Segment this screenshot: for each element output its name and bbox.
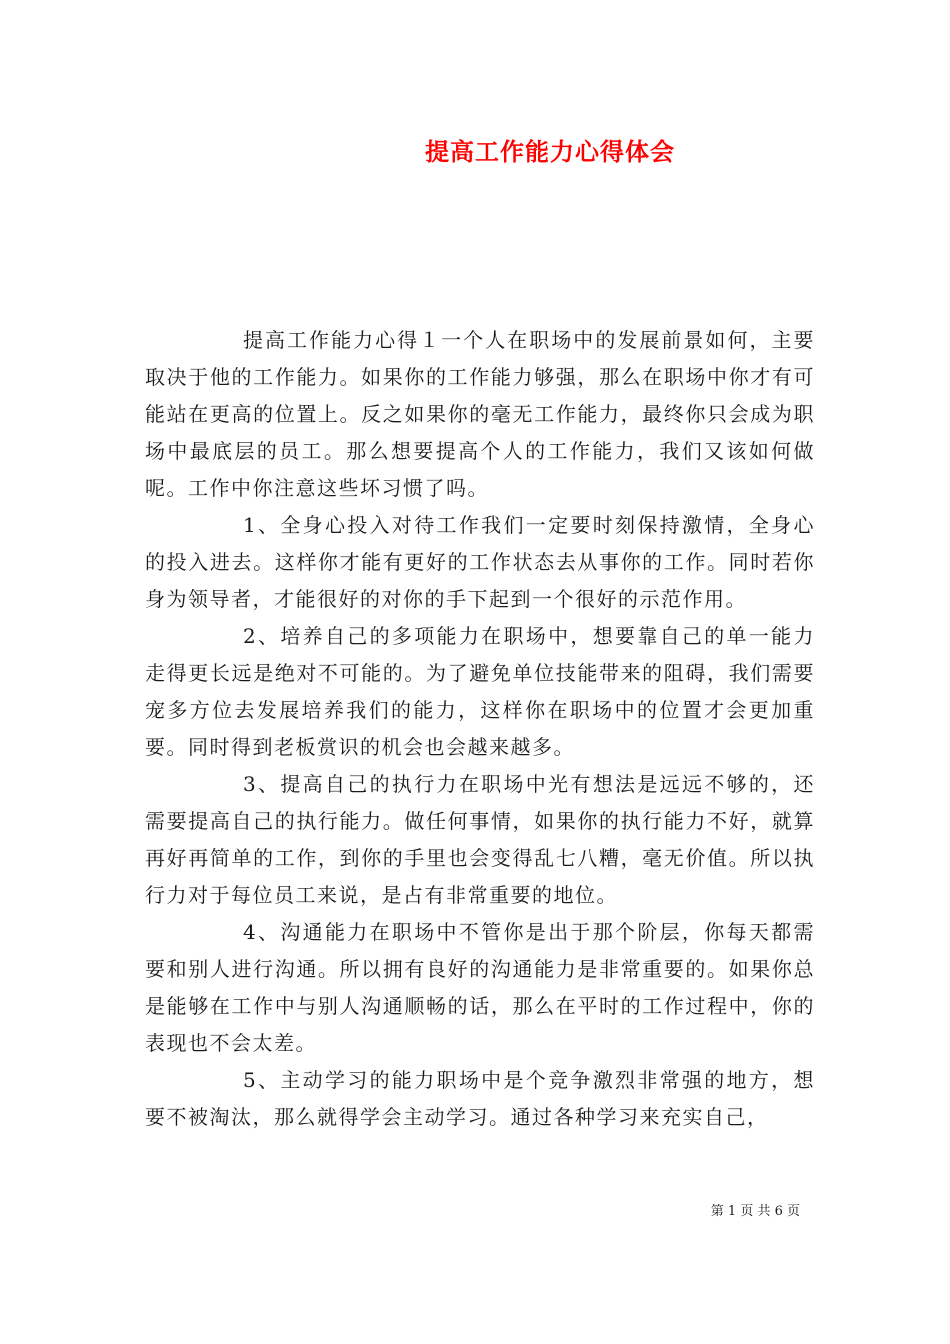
paragraph-point-3: 3、提高自己的执行力在职场中光有想法是远远不够的，还需要提高自己的执行能力。做任何事情，如果你的执行能力不好，就算再好再简单的工作，到你的手里也会变得乱七八糟，毫无价值。所以执行力对于每位员工来说，是占有非常重要的地位。 <box>145 772 815 907</box>
paragraph-point-4: 4、沟通能力在职场中不管你是出于那个阶层，你每天都需要和别人进行沟通。所以拥有良好的沟通能力是非常重要的。如果你总是能够在工作中与别人沟通顺畅的话，那么在平时的工作过程中，你的表现也不会太差。 <box>145 920 815 1055</box>
paragraph-point-2: 2、培养自己的多项能力在职场中，想要靠自己的单一能力走得更长远是绝对不可能的。为了避免单位技能带来的阻碍，我们需要宠多方位去发展培养我们的能力，这样你在职场中的位置才会更加重要。同时得到老板赏识的机会也会越来越多。 <box>145 624 815 759</box>
paragraph-point-5: 5、主动学习的能力职场中是个竞争激烈非常强的地方，想要不被淘汰，那么就得学会主动学习。通过各种学习来充实自己， <box>145 1068 815 1129</box>
page-title: 提高工作能力心得体会 <box>425 137 675 166</box>
paragraph-intro: 提高工作能力心得１一个人在职场中的发展前景如何，主要取决于他的工作能力。如果你的工作能力够强，那么在职场中你才有可能站在更高的位置上。反之如果你的毫无工作能力，最终你只会成为职场中最底层的员工。那么想要提高个人的工作能力，我们又该如何做呢。工作中你注意这些坏习惯了吗。 <box>145 328 815 500</box>
paragraph-point-1: 1、全身心投入对待工作我们一定要时刻保持激情，全身心的投入进去。这样你才能有更好的工作状态去从事你的工作。同时若你身为领导者，才能很好的对你的手下起到一个很好的示范作用。 <box>145 513 815 611</box>
page-number-footer: 第 1 页 共 6 页 <box>710 1204 800 1219</box>
document-body <box>145 322 815 1136</box>
